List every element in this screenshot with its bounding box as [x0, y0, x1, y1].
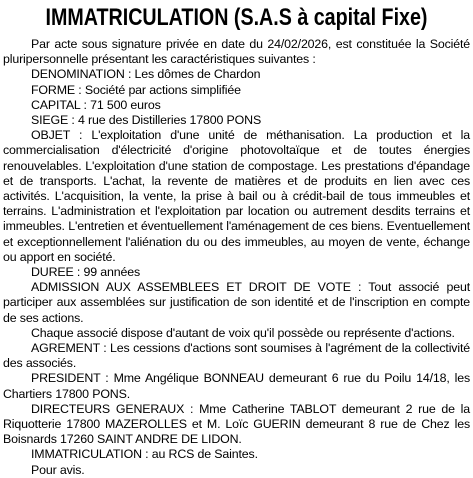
capital-line: CAPITAL : 71 500 euros: [31, 97, 161, 112]
notice-title: IMMATRICULATION (S.A.S à capital Fixe): [45, 4, 428, 31]
duree-line: DUREE : 99 années: [31, 265, 141, 280]
intro-paragraph: Par acte sous signature privée en date du 24/02/2026, est constituée la Société pluripersonnelle présentant les caractéristiques suivantes :: [3, 37, 470, 67]
denomination-line: DENOMINATION : Les dômes de Chardon: [31, 67, 261, 82]
forme-line: FORME : Société par actions simplifiée: [31, 82, 241, 97]
pour-avis-line: Pour avis.: [31, 462, 85, 477]
notice-body: [3, 37, 470, 478]
voix-paragraph: Chaque associé dispose d'autant de voix qu'il possède ou représente d'actions.: [31, 325, 455, 340]
agrement-paragraph: AGREMENT : Les cessions d'actions sont soumises à l'agrément de la collectivité des associés.: [3, 341, 470, 371]
immatriculation-line: IMMATRICULATION : au RCS de Saintes.: [31, 447, 258, 462]
siege-line: SIEGE : 4 rue des Distilleries 17800 PONS: [31, 113, 262, 128]
president-paragraph: PRESIDENT : Mme Angélique BONNEAU demeurant 6 rue du Poilu 14/18, les Chartiers 17800 PONS.: [3, 371, 470, 401]
directeurs-paragraph: DIRECTEURS GENERAUX : Mme Catherine TABLOT demeurant 2 rue de la Riquotterie 17800 MAZEROLLES et M. Loïc GUERIN demeurant 8 rue de Chez les Boisnards 17260 SAINT ANDRE DE LIDON.: [3, 401, 470, 447]
objet-paragraph: OBJET : L'exploitation d'une unité de méthanisation. La production et la commercialisation d'électricité d'origine photovoltaïque et de toutes énergies renouvelables. L'exploitation d'une station de compostage. Les prestations d'épandage et de transports. L'achat, la revente de matières et de produits en lien avec ces activités. L'acquisition, la vente, la prise à bail ou à crédit-bail de tous immeubles et terrains. L'administration et l'exploitation par location ou autrement desdits terrains et immeubles. L'entretien et éventuellement l'aménagement de ces biens. Eventuellement et exceptionnellement l'aliénation du ou des immeubles, au moyen de vente, échange ou apport en société.: [3, 128, 470, 264]
admission-paragraph: ADMISSION AUX ASSEMBLEES ET DROIT DE VOTE : Tout associé peut participer aux assemblées sur justification de son identité et de l'inscription en compte de ses actions.: [3, 280, 470, 325]
